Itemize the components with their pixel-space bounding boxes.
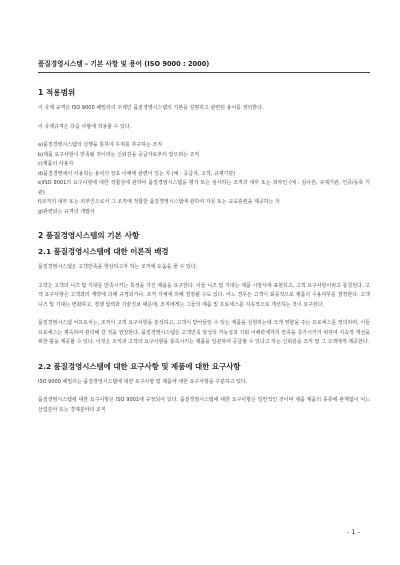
page-number: - 1 - bbox=[347, 528, 360, 536]
paragraph: 고객은 고객의 니즈 및 기대를 만족시키는 특성을 가진 제품을 요구한다. 이들 니즈 및 기대는 제품 시방서에 표현되고, 고객 요구사항이라고 통칭된다. 고객 요구사항은 고객과의 계약에 의해 규정되거나, 조직 자체에 의해 결정될 수도 있다. 어느 경우든 고객이 최종적으로 제품의 수용여부를 결정한다. 고객 니즈 및 기대는 변화하고, 경쟁 압력과 기술진보 때문에, 조직에게는 그들의 제품 및 프로세스를 지속적으로 개선하는 것이 요구된다. bbox=[38, 282, 370, 308]
subsection-heading-requirements: 2.2 품질경영시스템에 대한 요구사항 및 제품에 대한 요구사항 bbox=[38, 361, 241, 371]
paragraph: 품질경영시스템에 대한 요구사항은 ISO 9001에 규정되어 있다. 품질경영시스템에 대한 요구사항은 일반적인 것이며 제품 제품의 종류에 관계없이 어느 산업분야 또는 경제분야의 조직 bbox=[38, 397, 370, 413]
paragraph: 품질경영시스템 어프로치는, 조직이 고객 요구사항을 분석하고, 고객이 받아들일 수 있는 제품을 실현하는데 크게 영향을 주는 프로세스를 정의하며, 이들 프로세스는 계속하여 관리해 갈 것을 권장한다. 품질경영시스템은 고객만족 달성의 가능성과 기회 이해관계자의 만족을 증가시키기 위하여 지속적 개선을 위한 틀을 제공할 수 있다. 이것은 조직과 고객의 요구사항을 충족시키는 제품을 일관하여 공급할 수 있다고 하는 신뢰감을 조직 및 그 고객에게 제공한다. bbox=[38, 320, 370, 345]
subsection-heading-rationale: 2.1 품질경영시스템에 대한 이론적 배경 bbox=[38, 247, 169, 256]
section-heading-scope: 1 적용범위 bbox=[38, 88, 76, 97]
list-item: g)관련되는 규격의 개발자 bbox=[38, 208, 95, 215]
paragraph: ISO 9000 패밀리는 품질경영시스템에 대한 요구사항 및 제품에 대한 요구사항을 구분하고 있다. bbox=[38, 378, 248, 385]
list-item: a)품질경영시스템의 실행을 통하여 우위를 추구하는 조직 bbox=[38, 142, 163, 148]
paragraph: 품질경영시스템은 고객만족을 향상하고자 하는 조직에 도움을 줄 수 있다. bbox=[38, 264, 198, 270]
list-item: b)제품 요구사항이 만족될 것이라는 신뢰감을 공급자로부터 얻으려는 조직 bbox=[38, 151, 200, 158]
list-item: e)ISO 9001의 요구사항에 대한 적합성에 관하여 품질경영시스템을 평가 또는 심사하는 조직의 내부 또는 외부인 (예 : 심사원, 규제기관, 인증/등록 기관) bbox=[38, 180, 370, 196]
list-item: f)조직의 내부 또는 외부인으로서 그 조직에 적합한 품질경영시스템에 관하여 자문 또는 교육훈련을 제공하는 자 bbox=[38, 199, 280, 205]
page-content bbox=[38, 60, 370, 415]
paragraph: 이 국제규격은 다음 사항에 적용할 수 있다. bbox=[38, 123, 132, 130]
list-item: d)품질경영에서 사용되는 용어의 상호 이해에 관련이 있는 자 (예 : 공급자, 고객, 규제기관) bbox=[38, 170, 236, 177]
section-heading-fundamentals: 2 품질경영시스템의 기본 사항 bbox=[38, 231, 140, 240]
scope-list bbox=[38, 141, 370, 217]
paragraph: 이 국제 규격은 ISO 9000 패밀리의 주제인 품질경영시스템의 기본을 설명하고 관련된 용어를 정의한다. bbox=[38, 105, 264, 111]
list-item: c)제품의 사용자 bbox=[38, 161, 74, 167]
document-title: 품질경영시스템 – 기본 사항 및 용어 (ISO 9000 : 2000) bbox=[38, 60, 370, 73]
